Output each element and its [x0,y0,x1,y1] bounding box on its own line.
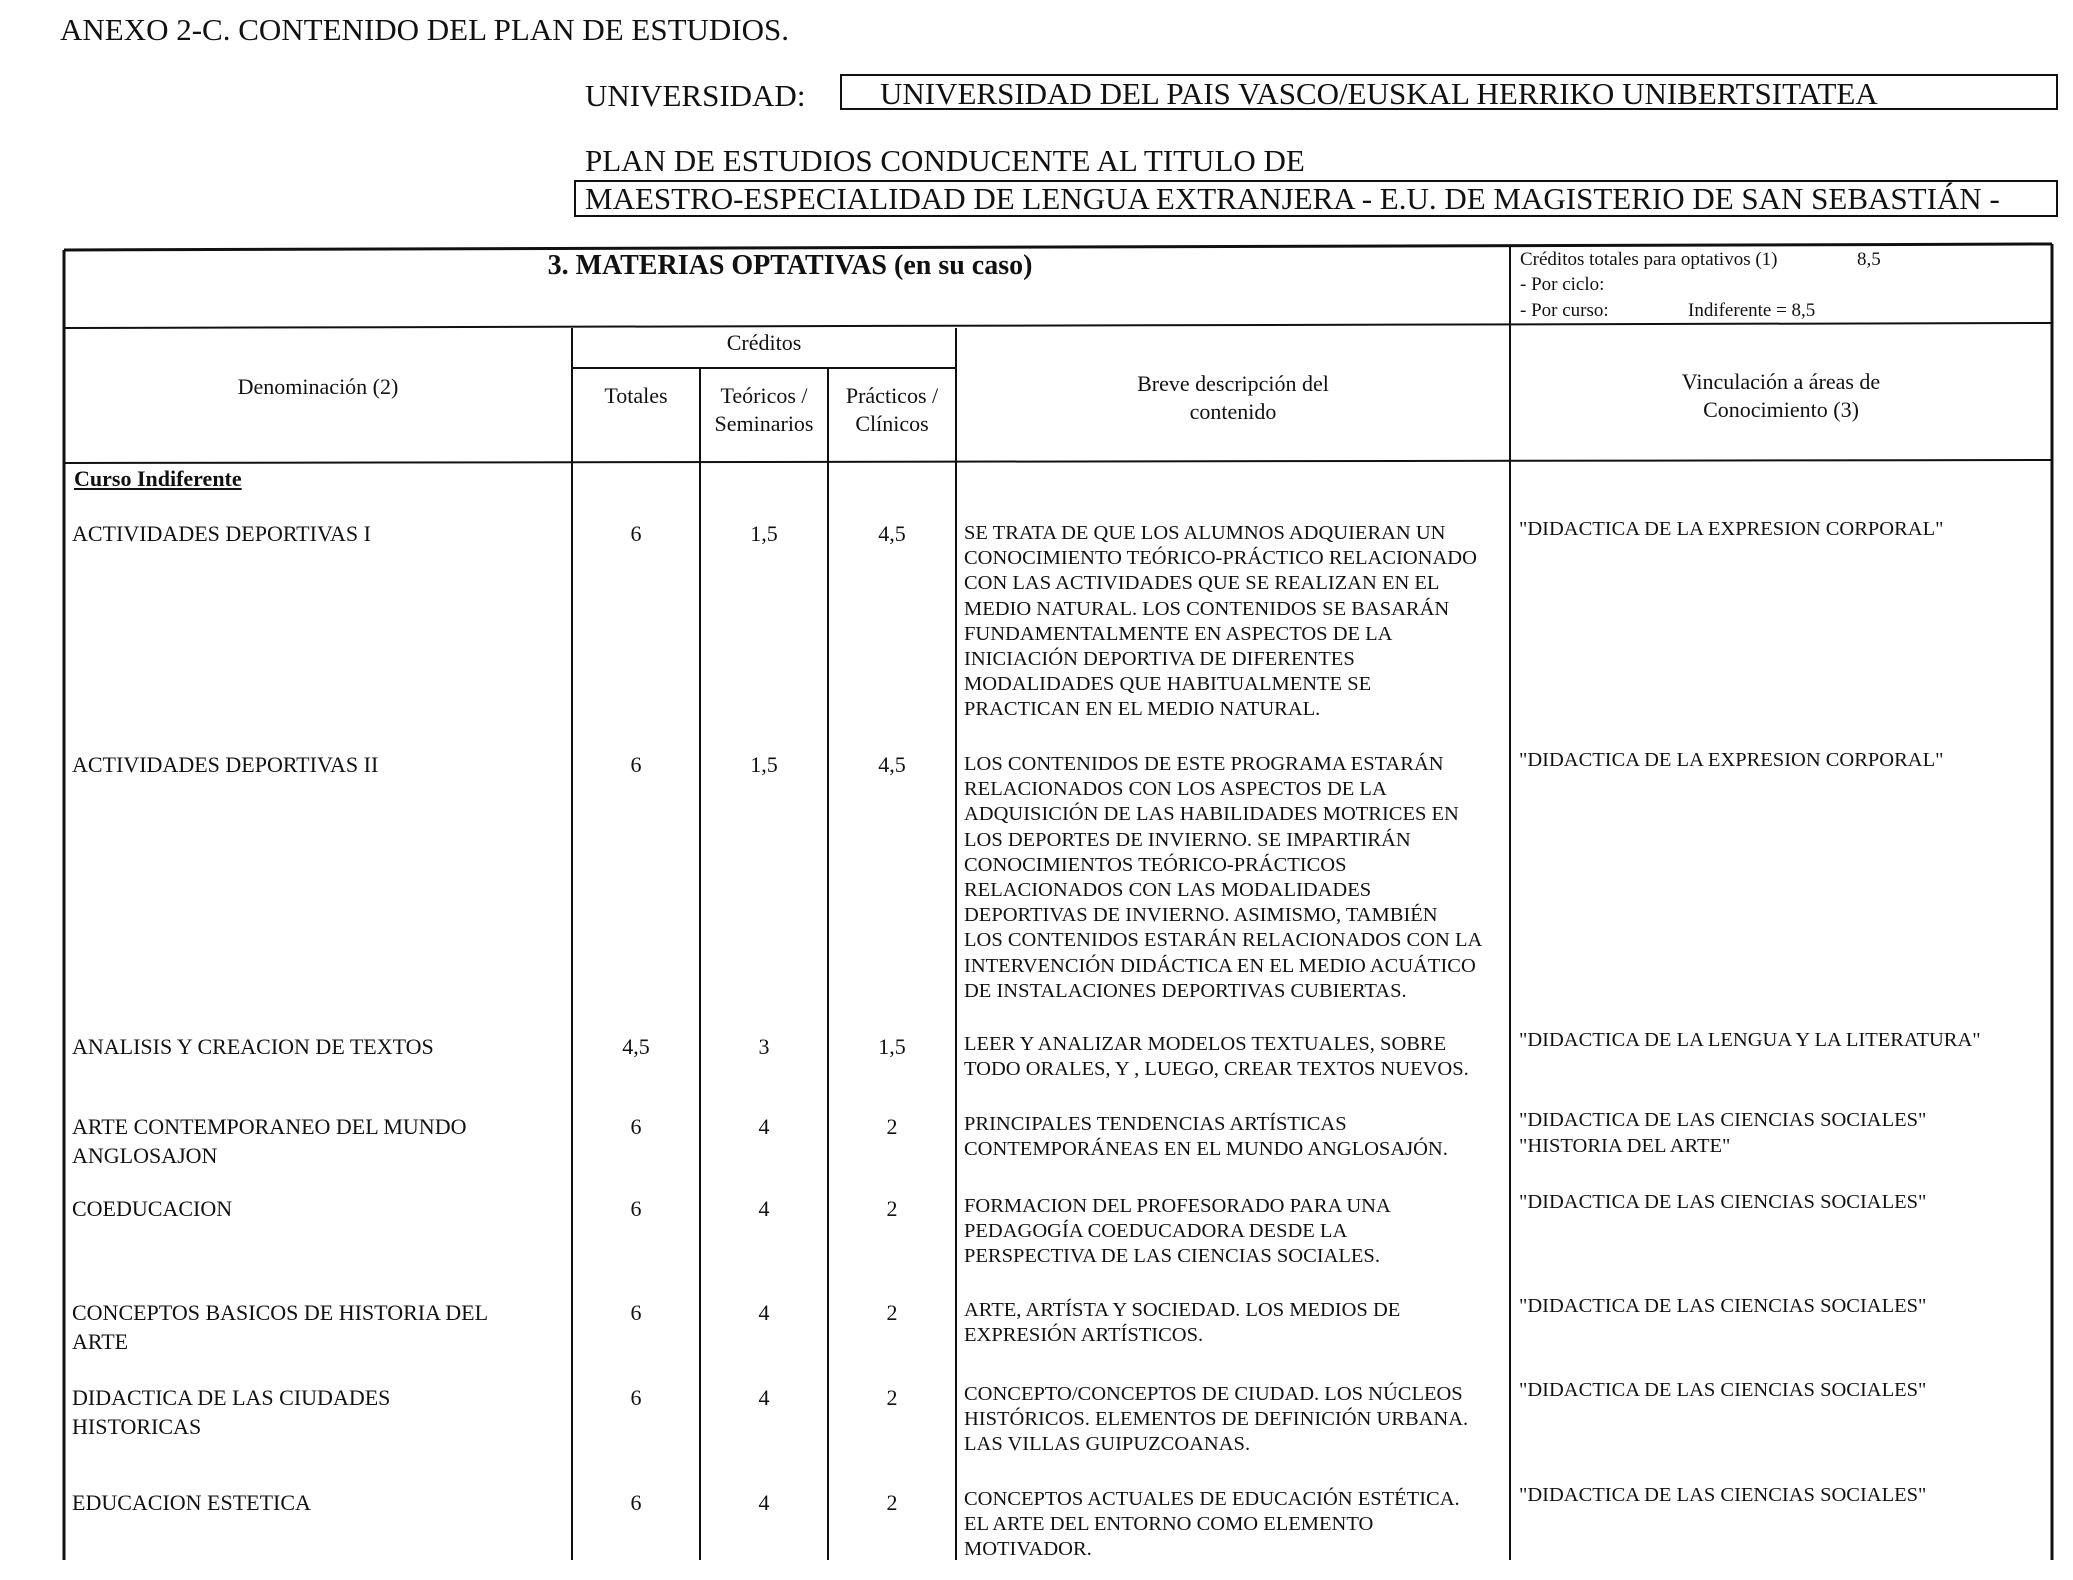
description-line: INICIACIÓN DEPORTIVA DE DIFERENTES [964,648,1355,670]
credits-totales: 4,5 [622,1034,650,1059]
description-line: DE INSTALACIONES DEPORTIVAS CUBIERTAS. [964,979,1407,1002]
col-header-totales: Totales [604,383,668,408]
description-line: MODALIDADES QUE HABITUALMENTE SE [964,673,1372,696]
col-header-denominacion: Denominación (2) [237,374,399,399]
subject-name: CONCEPTOS BASICOS DE HISTORIA DEL [72,1300,489,1325]
description-line: LEER Y ANALIZAR MODELOS TEXTUALES, SOBRE [964,1033,1447,1055]
subject-name: ANGLOSAJON [72,1143,218,1168]
description-line: LOS DEPORTES DE INVIERNO. SE IMPARTIRÁN [964,828,1411,851]
description-line: LOS CONTENIDOS ESTARÁN RELACIONADOS CON LA [964,929,1483,952]
subject-name: HISTORICAS [72,1414,202,1439]
col-header-teoricos-2: Seminarios [714,411,814,436]
credits-teoricos: 4 [758,1490,770,1515]
credits-course-label: - Por curso: [1520,300,1609,321]
knowledge-area: "DIDACTICA DE LA EXPRESION CORPORAL" [1519,518,1944,540]
knowledge-area: "DIDACTICA DE LA EXPRESION CORPORAL" [1519,749,1944,771]
annex-title: ANEXO 2-C. CONTENIDO DEL PLAN DE ESTUDIOS. [60,12,790,47]
description-line: PERSPECTIVA DE LAS CIENCIAS SOCIALES. [964,1245,1380,1268]
credits-practicos: 2 [886,1385,898,1410]
credits-totales: 6 [630,1300,642,1325]
description-line: RELACIONADOS CON LOS ASPECTOS DE LA [964,778,1387,801]
credits-teoricos: 4 [758,1114,770,1139]
description-line: SE TRATA DE QUE LOS ALUMNOS ADQUIERAN UN [964,522,1446,544]
credits-teoricos: 4 [758,1300,770,1325]
university-value: UNIVERSIDAD DEL PAIS VASCO/EUSKAL HERRIKO UNIBERTSITATEA [880,76,1878,111]
knowledge-area: "DIDACTICA DE LAS CIENCIAS SOCIALES" [1519,1379,1927,1401]
credits-practicos: 4,5 [878,521,906,546]
section-title: 3. MATERIAS OPTATIVAS (en su caso) [547,250,1033,281]
subject-name: DIDACTICA DE LAS CIUDADES [72,1385,391,1410]
description-line: ADQUISICIÓN DE LAS HABILIDADES MOTRICES EN [964,803,1459,826]
col-header-descripcion-1: Breve descripción del [1137,371,1329,396]
col-header-descripcion-2: contenido [1189,399,1277,424]
credits-practicos: 4,5 [878,752,906,777]
description-line: CONCEPTO/CONCEPTOS DE CIUDAD. LOS NÚCLEOS [964,1383,1463,1405]
credits-totales: 6 [630,1385,642,1410]
knowledge-area: "DIDACTICA DE LAS CIENCIAS SOCIALES" [1519,1109,1927,1131]
description-line: INTERVENCIÓN DIDÁCTICA EN EL MEDIO ACUÁTICO [964,954,1476,977]
description-line: PEDAGOGÍA COEDUCADORA DESDE LA [964,1220,1348,1243]
knowledge-area: "DIDACTICA DE LAS CIENCIAS SOCIALES" [1519,1295,1927,1317]
credits-totales: 6 [630,1490,642,1515]
description-line: CONTEMPORÁNEAS EN EL MUNDO ANGLOSAJÓN. [964,1138,1448,1161]
credits-teoricos: 4 [758,1196,770,1221]
description-line: ARTE, ARTÍSTA Y SOCIEDAD. LOS MEDIOS DE [964,1299,1401,1321]
credits-practicos: 2 [886,1300,898,1325]
credits-course-value: Indiferente = 8,5 [1688,300,1816,321]
col-header-practicos-2: Clínicos [855,411,929,436]
description-line: LAS VILLAS GUIPUZCOANAS. [964,1433,1251,1456]
credits-total-value: 8,5 [1857,249,1881,270]
subject-name: ANALISIS Y CREACION DE TEXTOS [72,1034,434,1059]
credits-teoricos: 3 [758,1034,770,1059]
credits-cycle-label: - Por ciclo: [1520,274,1605,295]
description-line: EXPRESIÓN ARTÍSTICOS. [964,1324,1204,1347]
knowledge-area: "DIDACTICA DE LA LENGUA Y LA LITERATURA" [1519,1029,1981,1051]
course-group-label: Curso Indiferente [74,466,242,491]
description-line: CONOCIMIENTOS TEÓRICO-PRÁCTICOS [964,853,1347,876]
description-line: TODO ORALES, Y , LUEGO, CREAR TEXTOS NUEVOS. [964,1058,1469,1081]
description-line: PRINCIPALES TENDENCIAS ARTÍSTICAS [964,1113,1347,1135]
description-line: MOTIVADOR. [964,1538,1092,1561]
description-line: CONOCIMIENTO TEÓRICO-PRÁCTICO RELACIONADO [964,547,1477,570]
description-line: DEPORTIVAS DE INVIERNO. ASIMISMO, TAMBIÉN [964,904,1438,927]
credits-practicos: 2 [886,1490,898,1515]
credits-totales: 6 [630,752,642,777]
description-line: RELACIONADOS CON LAS MODALIDADES [964,879,1372,901]
col-header-vinculacion-1: Vinculación a áreas de [1681,369,1881,394]
plan-label: PLAN DE ESTUDIOS CONDUCENTE AL TITULO DE [585,143,1305,178]
col-header-creditos: Créditos [726,330,802,355]
knowledge-area: "DIDACTICA DE LAS CIENCIAS SOCIALES" [1519,1191,1927,1213]
subject-name: ACTIVIDADES DEPORTIVAS II [72,752,379,777]
credits-totales: 6 [630,1196,642,1221]
knowledge-area: "DIDACTICA DE LAS CIENCIAS SOCIALES" [1519,1484,1927,1506]
col-header-practicos-1: Prácticos / [845,383,939,408]
col-header-vinculacion-2: Conocimiento (3) [1703,397,1859,422]
subject-name: EDUCACION ESTETICA [72,1490,311,1515]
credits-practicos: 1,5 [878,1034,906,1059]
description-line: EL ARTE DEL ENTORNO COMO ELEMENTO [964,1513,1374,1536]
col-header-teoricos-1: Teóricos / [720,383,808,408]
description-line: FORMACION DEL PROFESORADO PARA UNA [964,1195,1391,1217]
plan-title: MAESTRO-ESPECIALIDAD DE LENGUA EXTRANJERA - E.U. DE MAGISTERIO DE SAN SEBASTIÁN - [585,181,2000,216]
credits-teoricos: 4 [758,1385,770,1410]
credits-teoricos: 1,5 [750,752,778,777]
description-line: MEDIO NATURAL. LOS CONTENIDOS SE BASARÁN [964,597,1450,620]
university-label: UNIVERSIDAD: [585,78,806,113]
description-line: LOS CONTENIDOS DE ESTE PROGRAMA ESTARÁN [964,753,1444,775]
description-line: FUNDAMENTALMENTE EN ASPECTOS DE LA [964,622,1393,645]
credits-totales: 6 [630,1114,642,1139]
subject-name: ARTE [72,1329,129,1354]
credits-total-label: Créditos totales para optativos (1) [1520,249,1778,270]
credits-totales: 6 [630,521,642,546]
description-line: CONCEPTOS ACTUALES DE EDUCACIÓN ESTÉTICA. [964,1488,1460,1510]
credits-practicos: 2 [886,1114,898,1139]
credits-practicos: 2 [886,1196,898,1221]
credits-teoricos: 1,5 [750,521,778,546]
subject-name: COEDUCACION [72,1196,233,1221]
subject-name: ACTIVIDADES DEPORTIVAS I [72,521,371,546]
subject-name: ARTE CONTEMPORANEO DEL MUNDO [72,1114,467,1139]
knowledge-area: "HISTORIA DEL ARTE" [1519,1135,1731,1157]
description-line: CON LAS ACTIVIDADES QUE SE REALIZAN EN EL [964,572,1440,595]
description-line: PRACTICAN EN EL MEDIO NATURAL. [964,698,1321,721]
description-line: HISTÓRICOS. ELEMENTOS DE DEFINICIÓN URBANA. [964,1408,1469,1431]
